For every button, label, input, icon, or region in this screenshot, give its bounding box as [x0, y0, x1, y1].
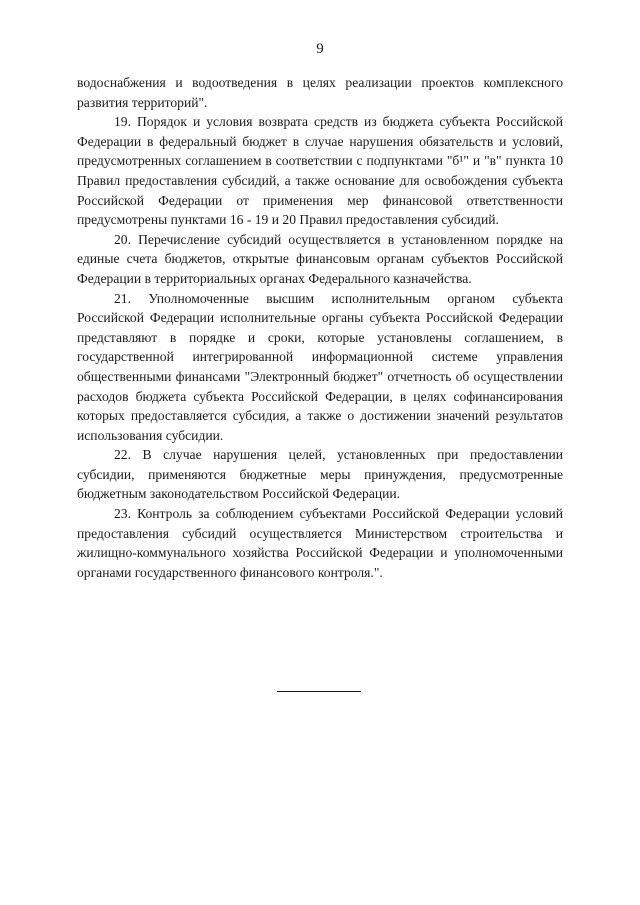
paragraph-23: 23. Контроль за соблюдением субъектами Российской Федерации условий предоставления субсидий осуществляется Министерством строительства и жилищно-коммунального хозяйства Российской Федерации и уполномоченными органами государственного финансового контроля.".: [77, 506, 563, 580]
document-body: [77, 73, 563, 582]
paragraph-20: 20. Перечисление субсидий осуществляется в установленном порядке на единые счета бюджетов, открытые финансовым органам субъектов Российской Федерации в территориальных органах Федерального казначейства.: [77, 231, 563, 286]
paragraph-22: 22. В случае нарушения целей, установленных при предоставлении субсидии, применяются бюджетные меры принуждения, предусмотренные бюджетным законодательством Российской Федерации.: [77, 447, 563, 502]
paragraph-21: 21. Уполномоченные высшим исполнительным органом субъекта Российской Федерации исполнительные органы субъекта Российской Федерации представляют в порядке и сроки, которые установлены соглашением, в государственной интегрированной информационной системе управления общественными финансами "Электронный бюджет" отчетность об осуществлении расходов бюджета субъекта Российской Федерации, в целях софинансирования которых предоставляется субсидия, а также о достижении значений результатов использования субсидии.: [77, 290, 563, 443]
paragraph-continuation: водоснабжения и водоотведения в целях реализации проектов комплексного развития территорий".: [77, 75, 563, 110]
paragraph-19: 19. Порядок и условия возврата средств из бюджета субъекта Российской Федерации в федеральный бюджет в случае нарушения обязательств и условий, предусмотренных соглашением в соответствии с подпунктами "б¹" и "в" пункта 10 Правил предоставления субсидий, а также основание для освобождения субъекта Российской Федерации от применения мер финансовой ответственности предусмотрены пунктами 16 - 19 и 20 Правил предоставления субсидий.: [77, 114, 563, 228]
page-number: 9: [316, 41, 324, 57]
end-separator-line: [277, 691, 361, 692]
